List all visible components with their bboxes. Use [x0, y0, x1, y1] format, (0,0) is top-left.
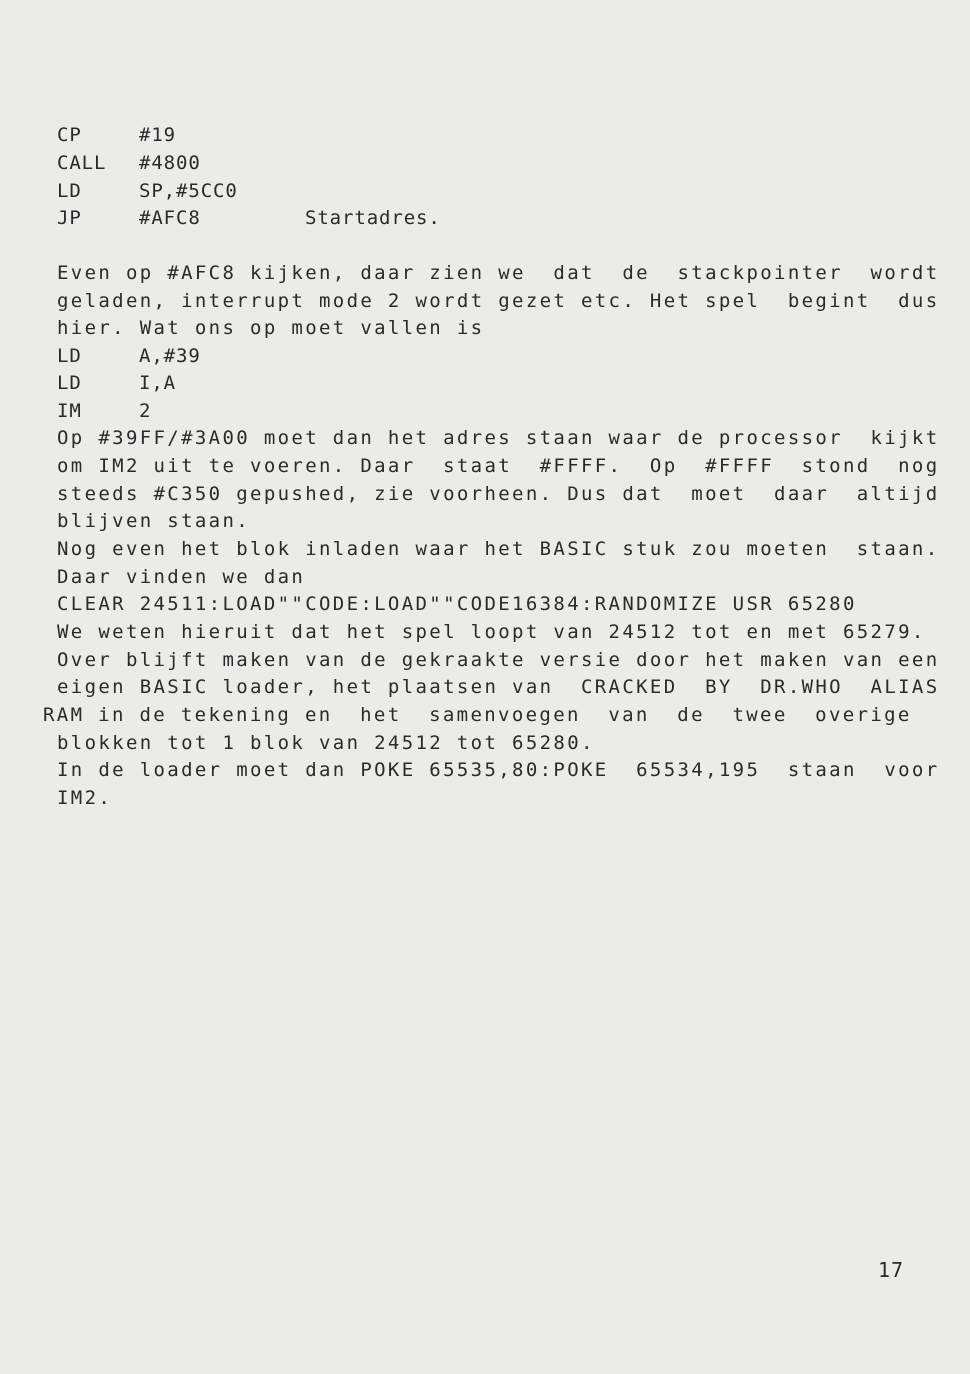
opcode: LD	[57, 180, 82, 202]
text-line: steeds #C350 gepushed, zie voorheen. Dus dat moet daar altijd	[57, 483, 940, 505]
code-comment: Startadres.	[305, 207, 441, 229]
opcode: CP	[57, 124, 82, 146]
text-line: In de loader moet dan POKE 65535,80:POKE 65534,195 staan voor	[57, 759, 940, 781]
opcode: LD	[57, 372, 82, 394]
text-line: Even op #AFC8 kijken, daar zien we dat de stackpointer wordt	[57, 262, 940, 284]
code-line	[57, 149, 201, 177]
operand: A,#39	[139, 345, 201, 367]
operand: #4800	[139, 152, 201, 174]
text-line: om IM2 uit te voeren. Daar staat #FFFF. Op #FFFF stond nog	[57, 455, 940, 477]
operand: SP,#5CC0	[139, 180, 238, 202]
text-line: eigen BASIC loader, het plaatsen van CRACKED BY DR.WHO ALIAS	[57, 676, 940, 698]
text-line: Over blijft maken van de gekraakte versie door het maken van een	[57, 649, 940, 671]
operand: #19	[139, 124, 177, 146]
opcode: LD	[57, 345, 82, 367]
code-line	[57, 121, 176, 149]
opcode: JP	[57, 207, 82, 229]
text-line: Op #39FF/#3A00 moet dan het adres staan waar de processor kijkt	[57, 427, 940, 449]
text-line: RAM in de tekening en het samenvoegen van de twee overige	[43, 704, 912, 726]
operand: #AFC8	[139, 207, 201, 229]
text-line: blokken tot 1 blok van 24512 tot 65280.	[57, 732, 595, 754]
text-line: We weten hieruit dat het spel loopt van 24512 tot en met 65279.	[57, 621, 926, 643]
text-line: IM2.	[57, 787, 113, 809]
code-line	[57, 397, 151, 425]
text-line: Daar vinden we dan	[57, 566, 306, 588]
opcode: CALL	[57, 152, 107, 174]
page-number: 17	[878, 1258, 905, 1282]
text-line: CLEAR 24511:LOAD""CODE:LOAD""CODE16384:RANDOMIZE USR 65280	[57, 593, 857, 615]
code-line	[57, 369, 176, 397]
text-line: blijven staan.	[57, 510, 251, 532]
code-line	[57, 342, 201, 370]
operand: I,A	[139, 372, 177, 394]
operand: 2	[139, 400, 152, 422]
opcode: IM	[57, 400, 82, 422]
text-line: geladen, interrupt mode 2 wordt gezet etc. Het spel begint dus	[57, 290, 940, 312]
code-line	[57, 204, 441, 232]
code-line	[57, 177, 238, 205]
text-line: hier. Wat ons op moet vallen is	[57, 317, 485, 339]
text-line: Nog even het blok inladen waar het BASIC stuk zou moeten staan.	[57, 538, 940, 560]
